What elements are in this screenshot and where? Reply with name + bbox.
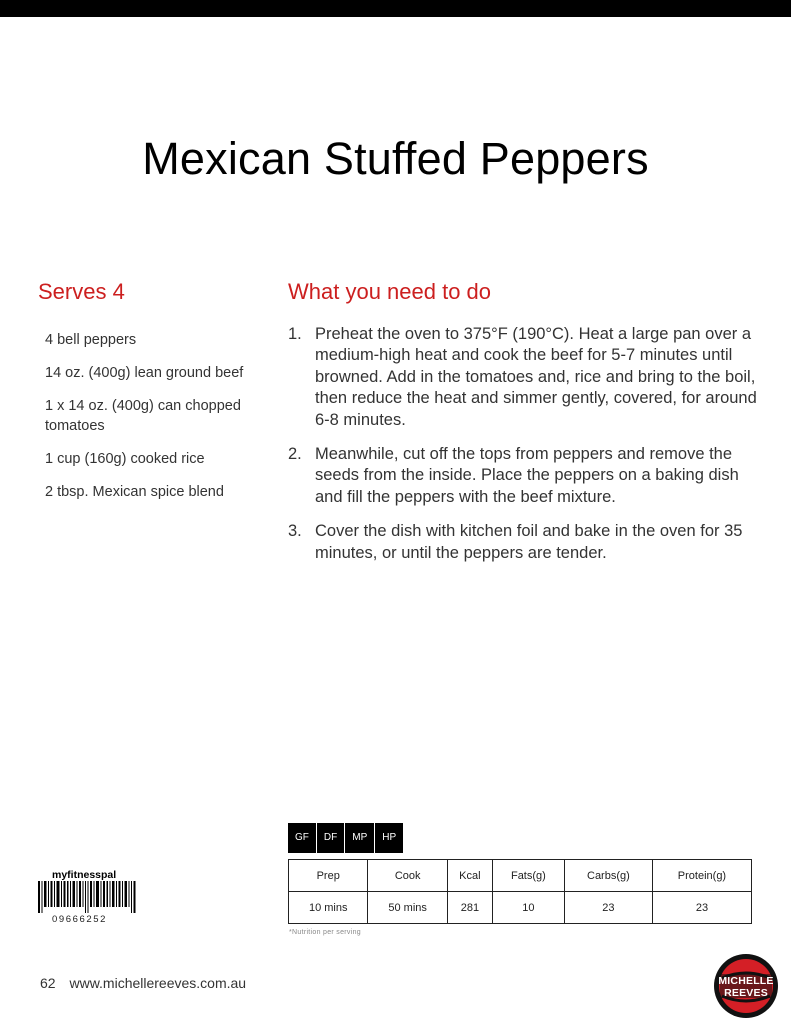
- website-link[interactable]: www.michellereeves.com.au: [69, 975, 247, 991]
- ingredient-item: 2 tbsp. Mexican spice blend: [45, 484, 224, 500]
- serves-heading: Serves 4: [38, 279, 125, 304]
- diet-badge-gf: GF: [288, 823, 316, 853]
- nutrition-header: Cook: [368, 860, 447, 892]
- top-bar: [0, 0, 791, 17]
- barcode-icon: [38, 881, 138, 913]
- method-steps: [288, 324, 758, 577]
- nutrition-table: [288, 859, 752, 924]
- nutrition-header: Kcal: [447, 860, 492, 892]
- nutrition-value: 50 mins: [368, 892, 447, 924]
- barcode-number: 09666252: [52, 914, 108, 925]
- ingredient-item: 1 x 14 oz. (400g) can chopped tomatoes: [45, 398, 241, 434]
- step-number: 2.: [288, 445, 302, 464]
- nutrition-value: 281: [447, 892, 492, 924]
- nutrition-header: Fats(g): [492, 860, 564, 892]
- nutrition-value: 10: [492, 892, 564, 924]
- step-text: Cover the dish with kitchen foil and bake in the oven for 35 minutes, or until the peppers are tender.: [315, 522, 743, 562]
- method-heading: What you need to do: [288, 279, 492, 304]
- diet-badge-hp: HP: [375, 823, 403, 853]
- myfitnesspal-label: myfitnesspal: [52, 869, 117, 881]
- logo-text: REEVES: [724, 987, 768, 999]
- method-step: [288, 444, 758, 508]
- nutrition-header: Prep: [289, 860, 368, 892]
- method-step: [288, 324, 758, 431]
- diet-badge-mp: MP: [345, 823, 374, 853]
- footer: [40, 975, 246, 991]
- method-step: [288, 521, 758, 564]
- nutrition-note: *Nutrition per serving: [289, 929, 361, 936]
- diet-badge-df: DF: [317, 823, 344, 853]
- nutrition-value: 23: [652, 892, 751, 924]
- diet-badges: [288, 823, 404, 853]
- nutrition-value: 23: [564, 892, 652, 924]
- nutrition-header-row: [289, 860, 752, 892]
- logo-text: MICHELLE: [718, 975, 774, 987]
- page-number: 62: [40, 975, 56, 991]
- step-text: Meanwhile, cut off the tops from peppers and remove the seeds from the inside. Place the peppers on a baking dish and fill the peppers with the beef mixture.: [315, 445, 739, 506]
- ingredient-list: [45, 330, 275, 515]
- nutrition-value-row: [289, 892, 752, 924]
- nutrition-header: Carbs(g): [564, 860, 652, 892]
- ingredient-item: 14 oz. (400g) lean ground beef: [45, 365, 244, 381]
- step-number: 3.: [288, 522, 302, 541]
- ingredient-item: 1 cup (160g) cooked rice: [45, 451, 205, 467]
- page-title: Mexican Stuffed Peppers: [142, 133, 649, 184]
- ingredient-item: 4 bell peppers: [45, 332, 137, 348]
- nutrition-header: Protein(g): [652, 860, 751, 892]
- step-text: Preheat the oven to 375°F (190°C). Heat a large pan over a medium-high heat and cook the beef for 5-7 minutes until browned. Add in the tomatoes and, rice and bring to the boil, then reduce the heat and simmer gently, covered, for around 6-8 minutes.: [315, 325, 757, 429]
- step-number: 1.: [288, 325, 302, 343]
- nutrition-value: 10 mins: [289, 892, 368, 924]
